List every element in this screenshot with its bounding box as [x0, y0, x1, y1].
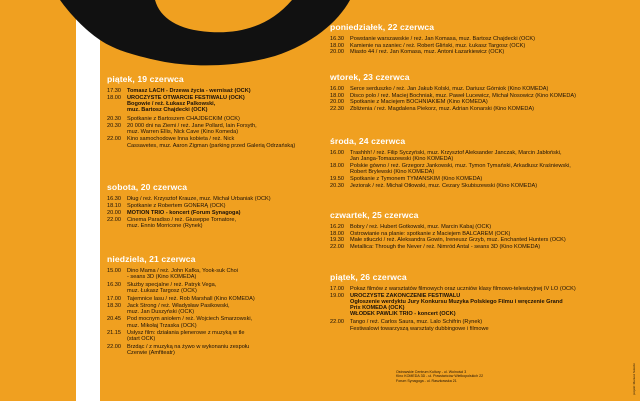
event-time: 22.00	[330, 319, 344, 325]
event-title: Spotkanie z Tymonem TYMAŃSKIM (Kino KOMEDA)	[350, 176, 483, 183]
event-time: 21.15	[107, 330, 121, 337]
venue-footer	[396, 370, 576, 383]
day-heading: piątek, 19 czerwca	[107, 74, 184, 84]
event-title: UROCZYSTE OTWARCIE FESTIWALU (OCK)	[127, 94, 245, 101]
event-entry	[107, 282, 315, 295]
event-detail: - seans 3D (Kino KOMEDA)	[127, 274, 197, 281]
event-time: 20.30	[330, 183, 344, 189]
event-title: Ostrowianie na planie: spotkanie z Maciejem BALCAREM (OCK)	[350, 230, 511, 237]
event-title: Jack Strong / reż. Władysław Pasikowski,	[127, 302, 230, 309]
event-entry	[107, 268, 315, 281]
event-entry	[330, 326, 630, 332]
event-entry	[107, 88, 315, 94]
event-entry	[107, 116, 315, 122]
event-entry	[330, 150, 630, 163]
event-title: Dino Mama / reż. John Kafka, Yook-suk Choi	[127, 268, 238, 274]
event-time: 16.30	[330, 36, 344, 42]
event-title: Jeziorak / reż. Michał Otłowski, muz. Cezary Skubiszewski (Kino KOMEDA)	[350, 183, 538, 189]
event-time: 22.00	[107, 343, 121, 350]
event-time: 17.30	[107, 88, 121, 94]
event-title: Tomasz LACH - Drzewa życia - wernisaż (OCK)	[127, 88, 251, 94]
day-heading: piątek, 26 czerwca	[330, 272, 407, 282]
event-title: Spotkanie z Maciejem BOCHNIAKIEM (Kino KOMEDA)	[350, 99, 488, 106]
event-detail: Czerwie (Amfiteatr)	[127, 350, 175, 357]
day-heading: sobota, 20 czerwca	[107, 182, 188, 192]
event-title: Serce serduszko / reż. Jan Jakub Kolski, muz. Dariusz Górniok (Kino KOMEDA)	[350, 86, 549, 92]
event-entry	[107, 196, 315, 202]
event-time: 20.00	[330, 99, 344, 106]
event-title: Usłysz film: działania plenerowe z muzyką w tle	[127, 330, 245, 337]
event-entry	[107, 203, 315, 209]
event-title: Polskie gówno / reż. Grzegorz Jankowski, muz. Tymon Tymański, Arkadiusz Kraśniewski,	[350, 163, 571, 170]
event-entry	[107, 136, 315, 149]
event-entry	[107, 123, 315, 136]
event-title: UROCZYSTE ZAKOŃCZENIE FESTIWALU	[350, 292, 461, 299]
event-title: Trashhh! / reż. Filip Syczyński, muz. Krzysztof Aleksander Janczak, Marcin Jabłoński,	[350, 150, 562, 156]
event-title: Powstanie warszawskie / reż. Jan Komasa, muz. Bartosz Chajdecki (OCK)	[350, 36, 535, 42]
event-title: Zbliżenia / reż. Magdalena Piekorz, muz. Adrian Konarski (Kino KOMEDA)	[350, 105, 535, 112]
event-detail: (start OCK)	[127, 336, 156, 343]
right-schedule-column	[330, 0, 630, 401]
event-entry	[330, 93, 630, 99]
event-title: Metallica: Through the Never / reż. Nimród Antal - seans 3D (Kino KOMEDA)	[350, 243, 541, 250]
event-time: 19.50	[330, 176, 344, 183]
event-time: 18.30	[107, 302, 121, 309]
event-time: 18.00	[330, 230, 344, 237]
event-title: Małe stłuczki / reż. Aleksandra Gowin, Ireneusz Grzyb, muz. Enchanted Hunters (OCK)	[350, 237, 566, 244]
event-title: Służby specjalne / reż. Patryk Vega,	[127, 281, 217, 288]
event-time: 18.00	[330, 92, 344, 99]
event-title: Festiwalowi towarzyszą warsztaty dubbingowe i filmowe	[350, 325, 489, 332]
event-detail: muz. Mikołaj Trzaska (OCK)	[127, 322, 197, 329]
venue-line: Kino KOMEDA 3D - ul. Powstańców Wielkopolskich 22	[396, 374, 484, 379]
event-detail: muz. Jan Duszyński (OCK)	[127, 308, 195, 315]
event-time: 16.30	[107, 281, 121, 288]
event-time: 18.00	[330, 163, 344, 170]
event-entry	[330, 244, 630, 250]
venue-line: Forum Synagoga - ul. Raszkowska 21	[396, 378, 457, 383]
side-credit: projekt: Mariusz Solecki	[632, 363, 636, 395]
event-entry	[107, 316, 315, 329]
event-entry	[330, 99, 630, 105]
event-entry	[107, 95, 315, 114]
event-time: 15.00	[107, 268, 121, 274]
event-detail: muz. Łukasz Targosz (OCK)	[127, 288, 197, 295]
event-entry	[107, 344, 315, 357]
event-title: Kino samochodowe Inna kobieta / reż. Nick	[127, 136, 235, 143]
event-entry	[107, 330, 315, 343]
event-title: Kamienie na szaniec / reż. Robert Gliński, muz. Łukasz Targosz (OCK)	[350, 42, 526, 49]
event-entry	[330, 224, 630, 230]
event-entry	[107, 303, 315, 316]
event-time: 22.00	[107, 136, 121, 143]
event-detail: WŁODEK PAWLIK TRIO - koncert (OCK)	[350, 311, 456, 318]
event-entry	[330, 106, 630, 112]
event-entry	[330, 319, 630, 325]
event-time: 16.00	[330, 150, 344, 156]
event-time: 16.00	[330, 86, 344, 92]
event-entry	[330, 36, 630, 42]
event-time: 20.30	[107, 122, 121, 129]
event-title: 20 000 dni na Ziemi / reż. Jane Pollard, Iain Forsyth,	[127, 122, 257, 129]
event-time: 16.30	[107, 196, 121, 202]
event-title: Miasto 44 / reż. Jan Komasa, muz. Antoni Łazarkiewicz (OCK)	[350, 49, 505, 56]
event-entry	[107, 217, 315, 230]
event-title: Pod mocnym aniołem / reż. Wojciech Smarzowski,	[127, 316, 253, 323]
event-detail: Jan Janga-Tomaszewski (Kino KOMEDA)	[350, 156, 454, 163]
event-entry	[107, 210, 315, 216]
event-title: Brzdąc / z muzyką na żywo w wykonaniu zespołu	[127, 343, 250, 350]
event-entry	[107, 296, 315, 302]
event-entry	[330, 293, 630, 318]
event-detail: Cassavetes, muz. Aaron Zigman (parking przed Galerią Odrzańską)	[127, 142, 296, 149]
event-detail: muz. Warren Ellis, Nick Cave (Kino Komeda)	[127, 128, 239, 135]
event-time: 18.00	[330, 42, 344, 49]
day-heading: wtorek, 23 czerwca	[330, 72, 410, 82]
event-entry	[330, 86, 630, 92]
event-title: Tango / reż. Carlos Saura, muz. Lalo Schifrin (Rynek)	[350, 319, 483, 325]
event-detail: Ogłoszenie werdyktu Jury Konkursu Muzyka Polskiego Filmu i wręczenie Grand	[350, 298, 563, 305]
event-time: 17.00	[330, 286, 344, 292]
day-heading: środa, 24 czerwca	[330, 136, 406, 146]
event-detail: muz. Ennio Morricone (Rynek)	[127, 222, 203, 229]
event-title: Spotkanie z Bartoszem CHAJDECKIM (OCK)	[127, 115, 240, 122]
event-entry	[330, 237, 630, 243]
venue-line: Ostrowskie Centrum Kultury - ul. Wolności 3	[396, 370, 467, 374]
event-title: Spotkanie z Robertem GONERĄ (OCK)	[127, 202, 226, 209]
event-time: 20.45	[107, 316, 121, 323]
event-time: 18.10	[107, 202, 121, 209]
event-detail: muz. Bartosz Chajdecki (OCK)	[127, 107, 208, 114]
event-time: 16.20	[330, 224, 344, 230]
event-entry	[330, 183, 630, 189]
day-heading: czwartek, 25 czerwca	[330, 210, 419, 220]
event-time: 19.00	[330, 292, 344, 299]
event-entry	[330, 43, 630, 49]
event-title: Cinema Paradiso / reż. Giuseppe Tornatore,	[127, 216, 237, 223]
event-time: 20.30	[107, 115, 121, 122]
event-time: 20.00	[330, 49, 344, 56]
event-entry	[330, 176, 630, 182]
event-title: Tajemnice lasu / reż. Rob Marshall (Kino KOMEDA)	[127, 295, 255, 302]
event-entry	[330, 231, 630, 237]
event-entry	[330, 163, 630, 176]
event-time: 22.00	[330, 243, 344, 250]
event-time: 18.00	[107, 94, 121, 101]
event-detail: Bogowie / reż. Łukasz Palkowski,	[127, 101, 216, 108]
event-title: Pokaz filmów z warsztatów filmowych oraz uczniów klasy filmowo-telewizyjnej IV LO (OCK)	[350, 286, 576, 292]
event-title: MOTION TRIO - koncert (Forum Synagoga)	[127, 209, 241, 216]
event-title: Dług / reż. Krzysztof Krauze, muz. Michał Urbaniak (OCK)	[127, 196, 271, 202]
event-entry	[330, 286, 630, 292]
day-heading: niedziela, 21 czerwca	[107, 254, 196, 264]
day-heading: poniedziałek, 22 czerwca	[330, 22, 435, 32]
event-title: Disco polo / reż. Maciej Bochniak, muz. Paweł Lucewicz, Michał Nosowicz (Kino KOMEDA)	[350, 92, 577, 99]
event-entry	[330, 49, 630, 55]
event-detail: Prix KOMEDA (OCK)	[350, 305, 405, 312]
event-time: 22.00	[107, 216, 121, 223]
event-time: 17.00	[107, 295, 121, 302]
event-detail: Robert Brylewski (Kino KOMEDA)	[350, 169, 435, 176]
event-time: 19.30	[330, 237, 344, 244]
left-schedule-column	[107, 0, 315, 401]
event-title: Bobry / reż. Hubert Gotkowski, muz. Marcin Kabaj (OCK)	[350, 224, 492, 230]
event-time: 20.00	[107, 209, 121, 216]
event-time: 22.30	[330, 105, 344, 112]
